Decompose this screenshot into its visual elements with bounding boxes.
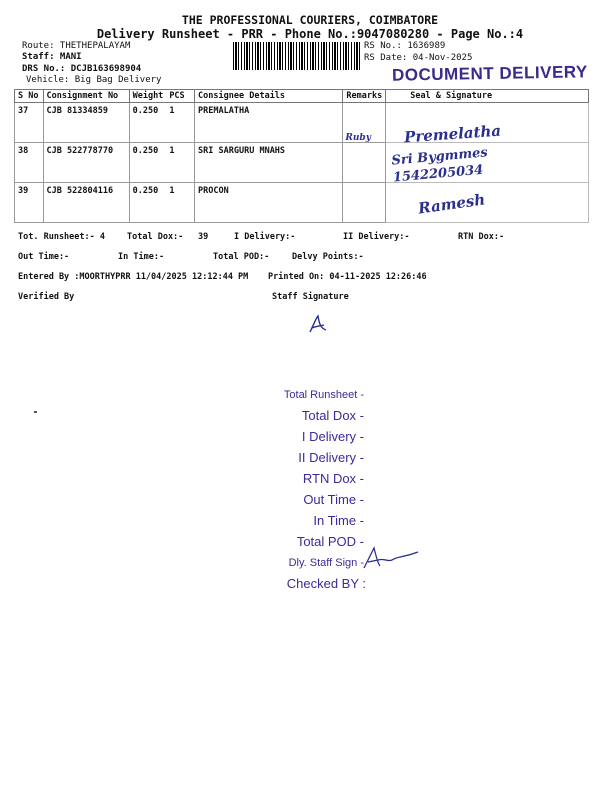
route-label: Route: THETHEPALAYAM (22, 41, 131, 51)
col-consignment: Consignment No (43, 90, 129, 103)
col-consignee: Consignee Details (195, 90, 343, 103)
table-row (15, 183, 589, 223)
cell-sno: 37 (15, 103, 44, 143)
cell-pcs: 1 (166, 143, 194, 183)
rtn-dox: RTN Dox:- (458, 232, 505, 242)
table-row (15, 103, 589, 143)
tot-runsheet: Tot. Runsheet:- 4 (18, 232, 105, 242)
col-sno: S No (15, 90, 44, 103)
stray-mark (34, 411, 37, 413)
stamp-rtn-dox: RTN Dox - (302, 471, 364, 486)
verified-by: Verified By (18, 292, 75, 302)
in-time: In Time:- (118, 252, 165, 262)
cell-signature (386, 183, 589, 223)
col-remarks: Remarks (343, 90, 386, 103)
signature-handwriting: Premelatha (403, 121, 502, 147)
total-dox: Total Dox:- (127, 232, 184, 242)
cell-weight: 0.250 (129, 103, 166, 143)
stamp-staff-sign: Dly. Staff Sign - (288, 557, 364, 569)
runsheet-table (14, 89, 589, 223)
stamp-ii-delivery: II Delivery - (298, 450, 364, 465)
cell-consignee: PREMALATHA (195, 103, 343, 143)
signature-handwriting: Ramesh (417, 190, 487, 218)
barcode (233, 42, 360, 70)
stamp-in-time: In Time - (313, 513, 364, 528)
staff-signature-label: Staff Signature (272, 292, 349, 302)
cell-pcs: 1 (166, 103, 194, 143)
staff-label: Staff: MANI (22, 52, 82, 62)
stamp-out-time: Out Time - (303, 492, 364, 507)
total-dox-value: 39 (198, 232, 209, 242)
stamp-checked-by: Checked BY : (286, 576, 366, 591)
cell-consignment: CJB 81334859 (43, 103, 129, 143)
cell-consignee: SRI SARGURU MNAHS (195, 143, 343, 183)
rs-number: RS No.: 1636989 (364, 41, 446, 51)
cell-consignment: CJB 522778770 (43, 143, 129, 183)
table-row (15, 143, 589, 183)
cell-signature (386, 103, 589, 147)
cell-weight: 0.250 (129, 143, 166, 183)
out-time: Out Time:- (18, 252, 70, 262)
cell-signature (386, 143, 589, 186)
cell-pcs: 1 (166, 183, 194, 223)
drs-number: DRS No.: DCJB163698904 (22, 64, 142, 74)
stamp-i-delivery: I Delivery - (301, 429, 364, 444)
cell-weight: 0.250 (129, 183, 166, 223)
total-pod: Total POD:- (213, 252, 270, 262)
col-weight: Weight (129, 90, 166, 103)
staff-signature-mark (306, 314, 330, 336)
cell-remarks (343, 143, 386, 183)
printed-on: Printed On: 04-11-2025 12:26:46 (268, 272, 427, 282)
runsheet-subtitle: Delivery Runsheet - PRR - Phone No.:9047080280 - Page No.:4 (96, 27, 524, 41)
cell-remarks (343, 183, 386, 223)
vehicle-label: Vehicle: Big Bag Delivery (26, 75, 162, 85)
cell-sno: 39 (15, 183, 44, 223)
rs-date: RS Date: 04-Nov-2025 (364, 53, 473, 63)
col-pcs: PCS (166, 90, 194, 103)
cell-consignment: CJB 522804116 (43, 183, 129, 223)
stamp-total-runsheet: Total Runsheet - (283, 389, 364, 401)
signature-handwriting: Sri Bygmmes 1542205034 (391, 145, 489, 186)
cell-remarks (343, 103, 386, 143)
i-delivery: I Delivery:- (234, 232, 296, 242)
cell-consignee: PROCON (195, 183, 343, 223)
dly-staff-signature (362, 546, 422, 574)
document-delivery-stamp: DOCUMENT DELIVERY (391, 62, 588, 85)
stamp-total-dox: Total Dox - (301, 408, 364, 423)
remarks-handwriting: Ruby (345, 133, 371, 143)
stamp-total-pod: Total POD - (296, 534, 364, 549)
ii-delivery: II Delivery:- (343, 232, 410, 242)
cell-sno: 38 (15, 143, 44, 183)
col-signature: Seal & Signature (386, 90, 589, 103)
entered-by: Entered By :MOORTHYPRR 11/04/2025 12:12:44 PM (18, 272, 249, 282)
company-title: THE PROFESSIONAL COURIERS, COIMBATORE (181, 13, 439, 27)
table-header-row (15, 90, 589, 103)
delvy-points: Delvy Points:- (292, 252, 364, 262)
